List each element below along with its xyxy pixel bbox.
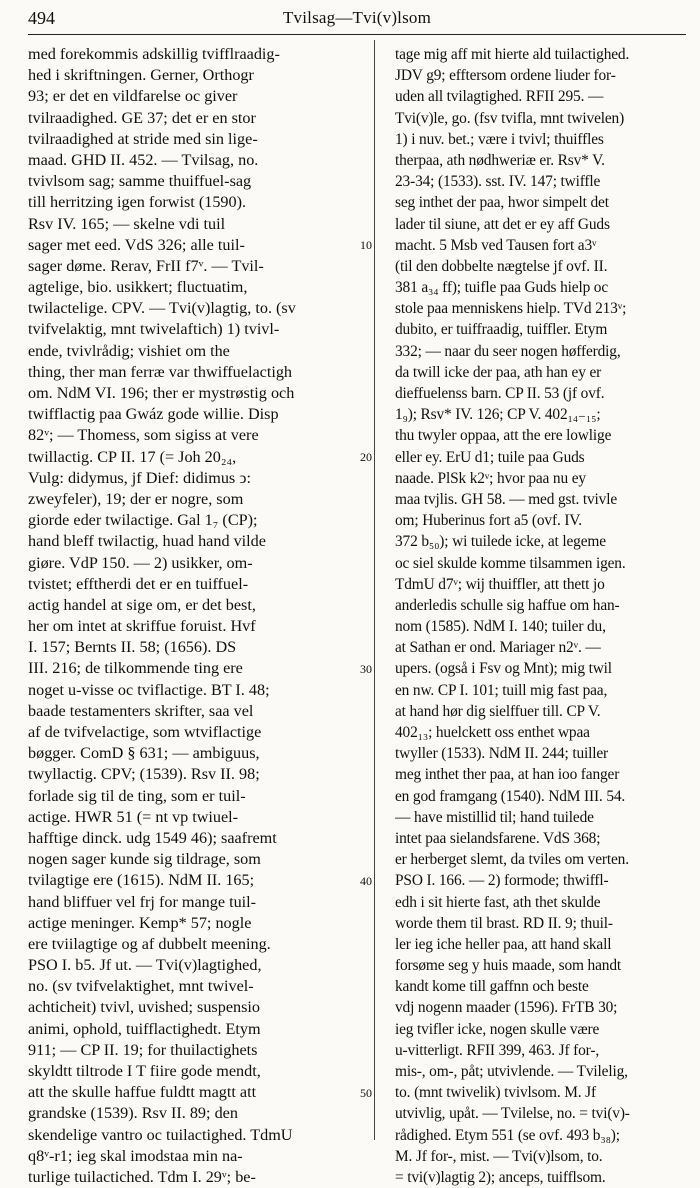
text-line: utvivlig, upåt. — Tvilelse, no. = tvi(v)- <box>395 1105 630 1123</box>
text-line: naade. PlSk k2ᵛ; hvor paa nu ey <box>395 469 586 487</box>
text-line: tvistet; efftherdi det er en tuiffuel- <box>28 574 249 593</box>
text-line: till herritzing igen forwist (1590). <box>28 193 247 212</box>
text-line: tvilraadighed at stride med sin lige- <box>28 129 258 148</box>
header-rule <box>28 34 686 35</box>
text-line: PSO I. b5. Jf ut. — Tvi(v)lagtighed, <box>28 956 262 975</box>
text-line: bøgger. ComD § 631; — ambiguus, <box>28 744 260 763</box>
text-line: her om intet at skriffue foruist. Hvf <box>28 617 256 636</box>
text-line: turlige tuilactiched. Tdm I. 29ᵛ; be- <box>28 1167 256 1186</box>
text-line: da twill icke der paa, ath han ey er <box>395 363 602 381</box>
text-line: 1) i nuv. bet.; være i tvivl; thuiffles <box>395 130 604 148</box>
text-line: intet paa sielandsfarene. VdS 368; <box>395 829 601 847</box>
text-line: 93; er det en vildfarelse oc giver <box>28 87 238 106</box>
text-line: twyllactig. CPV; (1539). Rsv II. 98; <box>28 765 260 784</box>
running-head: Tvilsag—Tvi(v)lsom <box>282 8 432 27</box>
text-line: actige. HWR 51 (= nt vp twiuel- <box>28 807 239 826</box>
text-line: 911; — CP II. 19; for thuilactighets <box>28 1040 258 1059</box>
page-header <box>28 8 686 32</box>
text-line: dubito, er tuiffraadig, tuiffler. Etym <box>395 321 608 339</box>
text-line: zweyfeler), 19; der er nogre, som <box>28 489 244 508</box>
text-line: noget u-visse oc tviflactige. BT I. 48; <box>28 680 270 699</box>
text-line: I. 157; Bernts II. 58; (1656). DS <box>28 638 237 657</box>
text-line: uden all tvilagtighed. RFII 295. — <box>395 88 604 106</box>
text-line: at hand hør dig sielffuer till. CP V. <box>395 702 601 720</box>
text-line: skyldtt tiltrode I T fiire gode mendt, <box>28 1062 261 1080</box>
text-line: (til den dobbelte nægtelse jf ovf. II. <box>395 257 608 275</box>
text-line: tvilagtige ere (1615). NdM II. 165; <box>28 871 255 890</box>
text-line: q8ᵛ-r1; ieg skal imodstaa min na- <box>28 1146 243 1165</box>
line-number: 30 <box>360 661 372 676</box>
text-line: 372 b₅₀); wi tuilede icke, at legeme <box>395 533 606 551</box>
text-line: at Sathan er ond. Mariager n2ᵛ. — <box>395 639 601 657</box>
text-line: att the skulle haffue fuldtt magtt att <box>28 1083 257 1102</box>
text-line: hafftige dinck. udg 1549 46); saafremt <box>28 828 277 847</box>
text-line: 1₉); Rsv* IV. 126; CP V. 402₁₄₋₁₅; <box>395 406 601 424</box>
text-line: maa tvjlis. GH 58. — med gst. tvivle <box>395 490 618 508</box>
text-line: stole paa menniskens hielp. TVd 213ᵛ; <box>395 300 627 318</box>
column-divider <box>374 40 375 1140</box>
text-line: twyller (1533). NdM II. 244; tuiller <box>395 745 609 763</box>
text-line: actige meninger. Kemp* 57; nogle <box>28 913 252 932</box>
text-line: ere tviilagtige og af dubbelt meening. <box>28 934 271 953</box>
text-line: hand bleff twilactig, huad hand vilde <box>28 532 266 551</box>
text-line: tvilraadighed. GE 37; det er en stor <box>28 108 256 127</box>
text-line: 82ᵛ; — Thomess, som sigiss at vere <box>28 426 259 445</box>
text-line: sager met eed. VdS 326; alle tuil- <box>28 235 245 254</box>
text-line: actig handel at sige om, er det best, <box>28 595 256 614</box>
text-line: PSO I. 166. — 2) formode; thwiffl- <box>395 872 609 890</box>
text-line: therpaa, ath nødhweriæ er. Rsv* V. <box>395 151 605 169</box>
text-line: grandske (1539). Rsv II. 89; den <box>28 1104 238 1123</box>
text-line: tage mig aff mit hierte ald tuilactighed. <box>395 46 630 63</box>
text-line: no. (sv tvifvelaktighet, mnt twivel- <box>28 977 254 996</box>
text-line: u-vitterligt. RFII 399, 463. Jf for-, <box>395 1041 600 1059</box>
text-line: om; Huberinus fort a5 (ovf. IV. <box>395 512 582 530</box>
text-line: animi, ophold, tuifflactighedt. Etym <box>28 1019 261 1038</box>
text-line: III. 216; de tilkommende ting ere <box>28 659 243 678</box>
text-line: Rsv IV. 165; — skelne vdi tuil <box>28 214 226 233</box>
text-line: worde them til brast. RD II. 9; thuil- <box>395 914 613 932</box>
text-line: ende, tvivlrådig; vishiet om the <box>28 341 230 360</box>
text-line: af de tvifvelactige, som wtviflactige <box>28 723 262 741</box>
text-line: nom (1585). NdM I. 140; tuiler du, <box>395 618 606 636</box>
text-line: hed i skriftningen. Gerner, Orthogr <box>28 66 254 85</box>
text-line: = tvi(v)lagtig 2); anceps, tuifflsom. <box>395 1168 606 1186</box>
text-line: to. (mnt twivelik) tvivlsom. M. Jf <box>395 1084 596 1102</box>
right-column <box>395 44 692 1188</box>
text-line: seg inthet der paa, hwor simpelt det <box>395 194 609 212</box>
text-line: agtelige, bio. usikkert; fluctuatim, <box>28 278 248 297</box>
text-line: om. NdM VI. 196; ther er mystrøstig och <box>28 384 295 402</box>
left-column <box>28 44 360 1188</box>
text-line: nogen sager kunde sig tildrage, som <box>28 850 261 869</box>
text-line: 332; — naar du seer nogen høfferdig, <box>395 342 621 360</box>
text-line: macht. 5 Msb ved Tausen fort a3ᵛ <box>395 236 597 254</box>
text-line: thing, ther man ferræ var thwiffuelactigh <box>28 362 293 381</box>
text-line: 381 a₃₄ ff); tuifle paa Guds hielp oc <box>395 279 609 297</box>
text-line: oc siel skulde komme tilsammen igen. <box>395 554 626 572</box>
page-number: 494 <box>28 8 55 28</box>
text-line: twilactelige. CPV. — Tvi(v)lagtig, to. (sv <box>28 299 296 318</box>
text-line: giøre. VdP 150. — 2) usikker, om- <box>28 553 253 572</box>
text-line: forsøme seg y huis maade, som handt <box>395 957 621 975</box>
text-line: dieffuelenss barn. CP II. 53 (jf ovf. <box>395 385 605 402</box>
text-line: er herberget slemt, da tviles om verten. <box>395 851 629 869</box>
text-line: ler ieg iche heller paa, att hand skall <box>395 935 612 953</box>
text-line: thu twyler oppaa, att the ere lowlige <box>395 427 612 445</box>
line-number: 50 <box>360 1085 372 1100</box>
text-line: achticheit) tvivl, uvished; suspensio <box>28 998 260 1017</box>
text-line: lader til siune, att det er ey aff Guds <box>395 215 610 233</box>
text-line: meg inthet ther paa, at han ioo fanger <box>395 766 620 784</box>
text-line: kandt kome till gaffnn och beste <box>395 978 589 996</box>
text-line: baade testamenters skrifter, saa vel <box>28 701 254 720</box>
text-line: giorde eder twilactige. Gal 1₇ (CP); <box>28 511 258 530</box>
line-number: 20 <box>360 449 372 464</box>
text-line: ieg tvifler icke, nogen skulle være <box>395 1020 600 1038</box>
text-line: M. Jf for-, mist. — Tvi(v)lsom, to. <box>395 1147 603 1165</box>
text-line: maad. GHD II. 452. — Tvilsag, no. <box>28 150 259 169</box>
text-line: eller ey. ErU d1; tuile paa Guds <box>395 448 585 466</box>
text-line: 402₁₃; huelckett oss enthet wpaa <box>395 724 590 741</box>
line-number: 40 <box>360 873 372 888</box>
text-line: sager døme. Rerav, FrII f7ᵛ. — Tvil- <box>28 256 264 275</box>
text-line: — have mistillid til; hand tuilede <box>395 808 594 826</box>
text-line: tvifvelaktig, mnt twivelaftich) 1) tvivl- <box>28 320 280 339</box>
text-line: Vulg: didymus, jf Dief: didimus ↄ: <box>28 468 251 487</box>
text-line: skendelige vantro oc tuilactighed. TdmU <box>28 1125 293 1144</box>
text-line: TdmU d7ᵛ; wij thuiffler, att thett jo <box>395 575 605 593</box>
text-line: en god framgang (1540). NdM III. 54. <box>395 787 626 805</box>
line-number: 10 <box>360 237 372 252</box>
text-line: en nw. CP I. 101; tuill mig fast paa, <box>395 681 608 699</box>
text-line: edh i sit hierte fast, ath thet skulde <box>395 893 601 911</box>
text-line: 23-34; (1533). sst. IV. 147; twiffle <box>395 173 601 191</box>
text-line: Tvi(v)le, go. (fsv tvifla, mnt twivelen) <box>395 109 625 127</box>
text-line: mis-, om-, påt; utvivlende. — Tvilelig, <box>395 1063 628 1080</box>
text-line: hand bliffuer vel frj for mange tuil- <box>28 892 257 911</box>
text-line: med forekommis adskillig tvifflraadig- <box>28 45 280 63</box>
text-line: JDV g9; efftersom ordene liuder for- <box>395 67 616 85</box>
text-line: tvivlsom sag; samme thuiffuel-sag <box>28 172 252 191</box>
text-line: twillactig. CP II. 17 (= Joh 20₂₄, <box>28 447 237 466</box>
text-line: forlade sig til de ting, som er tuil- <box>28 786 246 805</box>
text-line: twifflactig paa Gwáz gode willie. Disp <box>28 405 279 424</box>
text-line: vdj nogenn maader (1596). FrTB 30; <box>395 999 618 1017</box>
text-line: upers. (også i Fsv og Mnt); mig twil <box>395 660 612 678</box>
text-line: rådighed. Etym 551 (se ovf. 493 b₃₈); <box>395 1126 620 1144</box>
text-line: anderledis schulle sig haffue om han- <box>395 596 620 614</box>
